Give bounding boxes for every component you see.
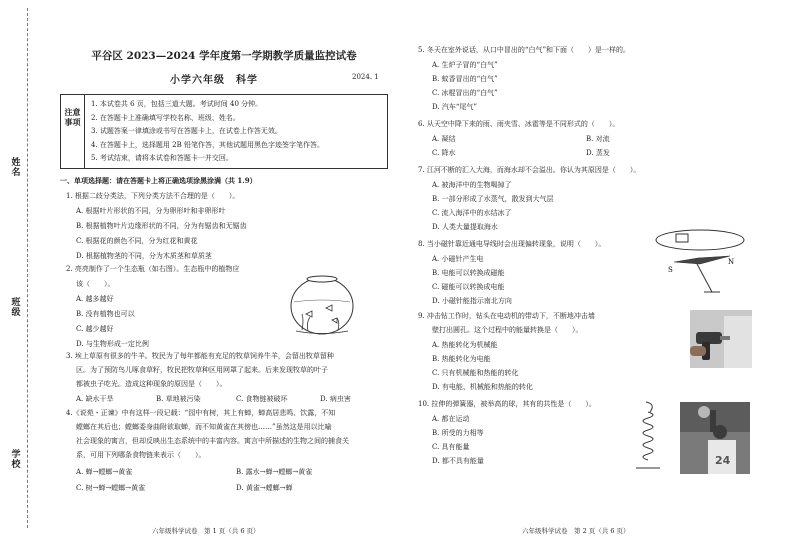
question-stem: 8. 当小磁针靠近通电导线时会出现偏转现象，说明（ ）。 <box>418 240 606 248</box>
option: D. 小磁针能指示南北方向 <box>432 297 512 305</box>
option: A. 都在运动 <box>432 415 470 423</box>
option: A. 被海洋中的生物喝掉了 <box>432 181 512 189</box>
notice-box <box>60 94 388 169</box>
spring-figure <box>630 400 666 472</box>
fishbowl-figure <box>288 270 356 338</box>
jersey-number: 24 <box>715 454 731 467</box>
notice-item: 4. 在答题卡上，选择题用 2B 铅笔作答，其他试题用黑色字迹签字笔作答。 <box>91 140 324 149</box>
option: B. 电能可以转换成磁能 <box>432 269 505 277</box>
option: C. 具有能量 <box>432 443 470 451</box>
cut-line <box>27 8 28 528</box>
option: B. 所受的力相等 <box>432 429 484 437</box>
exam-page-1 <box>60 0 388 540</box>
school-label: 学校 <box>8 450 24 470</box>
exam-title: 平谷区 2023—2024 学年度第一学期教学质量监控试卷 <box>91 50 357 62</box>
bowl-outline <box>291 278 353 334</box>
option: C. 冰棍冒出的“白气” <box>432 89 498 97</box>
gravel-line <box>296 331 348 334</box>
option: C. 只有机械能和热能的转化 <box>432 369 519 377</box>
pole-n-label: N <box>728 258 735 266</box>
basketball-photo <box>680 402 750 474</box>
option: D. 有电能、机械能和热能的转化 <box>432 383 533 391</box>
notice-heading: 注意事项 <box>61 95 85 168</box>
needle-stand <box>696 262 712 292</box>
exam-page-2 <box>418 0 784 540</box>
option: B. 没有植物也可以 <box>76 310 135 318</box>
option: C. 越少越好 <box>76 325 114 333</box>
section-heading: 一、单项选择题：请在答题卡上将正确选项涂黑涂满（共 1.9） <box>60 176 257 185</box>
question-stem: 都被虫子吃光。造成这种现象的原因是（ ）。 <box>76 380 227 388</box>
question-stem: 5. 冬天在室外说话，从口中冒出的“白气”和下面（ ）是一样的。 <box>418 46 631 54</box>
notice-item: 2. 在答题卡上准确填写学校名称、班级、姓名。 <box>91 113 240 122</box>
question-stem: 4.《说苑・正谏》中有这样一段记载：“园中有树，其上有蝉，蝉高居悲鸣、饮露，不知 <box>66 409 336 417</box>
notice-item: 3. 试题答案一律填涂或书写在答题卡上，在试卷上作答无效。 <box>91 127 282 135</box>
question-stem: 3. 埃上草原有很多的牛羊。牧民为了每年都能有充足的牧草饲养牛羊，会留出牧草留种 <box>66 352 334 360</box>
option: D. 人类大量提取海水 <box>432 223 498 231</box>
question-stem: 系，可用下列哪条食物链来表示（ ）。 <box>76 451 206 459</box>
question-stem: 9. 冲击钻工作时，钻头在电动机的带动下，不断地冲击墙 <box>418 312 595 320</box>
fish-icon <box>332 318 337 323</box>
option: D. 病虫害 <box>320 395 351 403</box>
option: B. 一部分形成了水蒸气，散发到大气层 <box>432 195 554 203</box>
question-stem: 2. 亮亮制作了一个生态瓶（如右图）。生态瓶中的植物应 <box>66 265 240 273</box>
basketball-icon <box>698 406 710 418</box>
player-head <box>713 425 727 439</box>
option: A. 凝结 <box>432 135 456 143</box>
option: B. 热能转化为电能 <box>432 355 491 363</box>
option: C. 根据花的颜色不同，分为红花和黄花 <box>76 237 198 245</box>
wire-loop <box>656 230 744 250</box>
question-stem: 7. 江河不断的汇入大海，而海水却不会溢出。你认为其原因是（ ）。 <box>418 166 641 174</box>
option: C. 降水 <box>432 149 456 157</box>
fish-icon <box>306 311 312 317</box>
notice-list <box>91 98 324 166</box>
question-stem: 螳螂在其后也；螳螂委身曲附欲取蝉，而不知黄雀在其傍也……”虽然这是用以比喻 <box>76 423 332 431</box>
exam-date: 2024. 1 <box>352 73 379 81</box>
question-stem: 区。为了预防鸟儿啄食草籽，牧民把牧草种区用网罩了起来。后来发现牧草的叶子 <box>76 366 328 374</box>
hand <box>690 346 706 356</box>
question-stem: 该（ ）。 <box>76 280 115 288</box>
class-label: 班级 <box>8 298 24 318</box>
notice-item: 5. 考试结束，请将本试卷和答题卡一并交回。 <box>91 154 233 162</box>
option: B. 蚊香冒出的“白气” <box>432 75 498 83</box>
question-stem: 社会现象的寓言，但却反映出生态系统中的丰富内容。寓言中所描述的生物之间的捕食关 <box>76 437 349 445</box>
option: D. 汽车“尾气” <box>432 103 477 111</box>
battery-icon <box>676 234 688 242</box>
hand-pulling <box>646 402 652 412</box>
option: A. 根据叶片形状的不同，分为卵形叶和非卵形叶 <box>76 207 226 215</box>
option: C. 流入海洋中的水结冰了 <box>432 209 512 217</box>
drill-photo <box>690 310 752 368</box>
question-stem: 壁打出圆孔。这个过程中的能量转换是（ ）。 <box>432 326 583 334</box>
drill-bit <box>720 336 730 340</box>
question-stem: 10. 拉伸的弹簧器，被举高的球，其有的共性是（ ）。 <box>418 400 596 408</box>
option: B. 露水→蝉→螳螂→黄雀 <box>236 468 313 476</box>
name-label: 姓名 <box>8 158 24 178</box>
binding-column <box>0 0 56 540</box>
option: A. 热能转化为机械能 <box>432 341 498 349</box>
notice-item: 1. 本试卷共 6 页，包括三道大题。考试时间 40 分钟。 <box>91 100 263 108</box>
option: C. 食物链被破坏 <box>236 395 288 403</box>
pole-s-label: S <box>668 266 673 274</box>
option: D. 与生物形成一定比例 <box>76 340 149 348</box>
magnetic-needle <box>674 256 730 264</box>
option: D. 蒸发 <box>586 149 610 157</box>
page-footer: 六年级科学试卷 第 2 页（共 6 页） <box>522 527 630 535</box>
option: C. 磁能可以转换成电能 <box>432 283 505 291</box>
question-stem: 1. 根据二歧分类法，下列分类方法不合理的是（ ）。 <box>66 192 240 200</box>
water-line <box>294 300 350 302</box>
option: D. 根据植物茎的不同，分为木质茎和草质茎 <box>76 252 212 260</box>
option: A. 缺水干旱 <box>76 395 114 403</box>
option: A. 生炉子冒的“白气” <box>432 61 498 69</box>
option: A. 小磁针产生电 <box>432 255 484 263</box>
bowl-rim <box>307 276 337 282</box>
option: C. 树→蝉→螳螂→黄雀 <box>76 484 146 492</box>
drill-body <box>696 332 722 344</box>
exam-subtitle: 小学六年级 科学 <box>170 75 258 86</box>
wall-panel <box>724 316 752 368</box>
option: B. 对流 <box>586 135 610 143</box>
option: D. 黄雀→螳螂→蝉 <box>236 484 293 492</box>
option: B. 根据植物叶片边缘形状的不同，分为有锯齿和无锯齿 <box>76 222 247 230</box>
option: D. 都不具有能量 <box>432 457 484 465</box>
page-footer: 六年级科学试卷 第 1 页（共 6 页） <box>152 527 260 535</box>
spring-coil <box>643 412 653 460</box>
wire-compass-figure <box>654 226 746 294</box>
option: B. 草地被污染 <box>156 395 201 403</box>
fish-icon <box>326 305 332 311</box>
option: A. 蝉→螳螂→黄雀 <box>76 468 133 476</box>
option: A. 越多越好 <box>76 295 114 303</box>
question-stem: 6. 从天空中降下来的雨、雨夹雪、冰雹等是不同形式的（ ）。 <box>418 120 620 128</box>
